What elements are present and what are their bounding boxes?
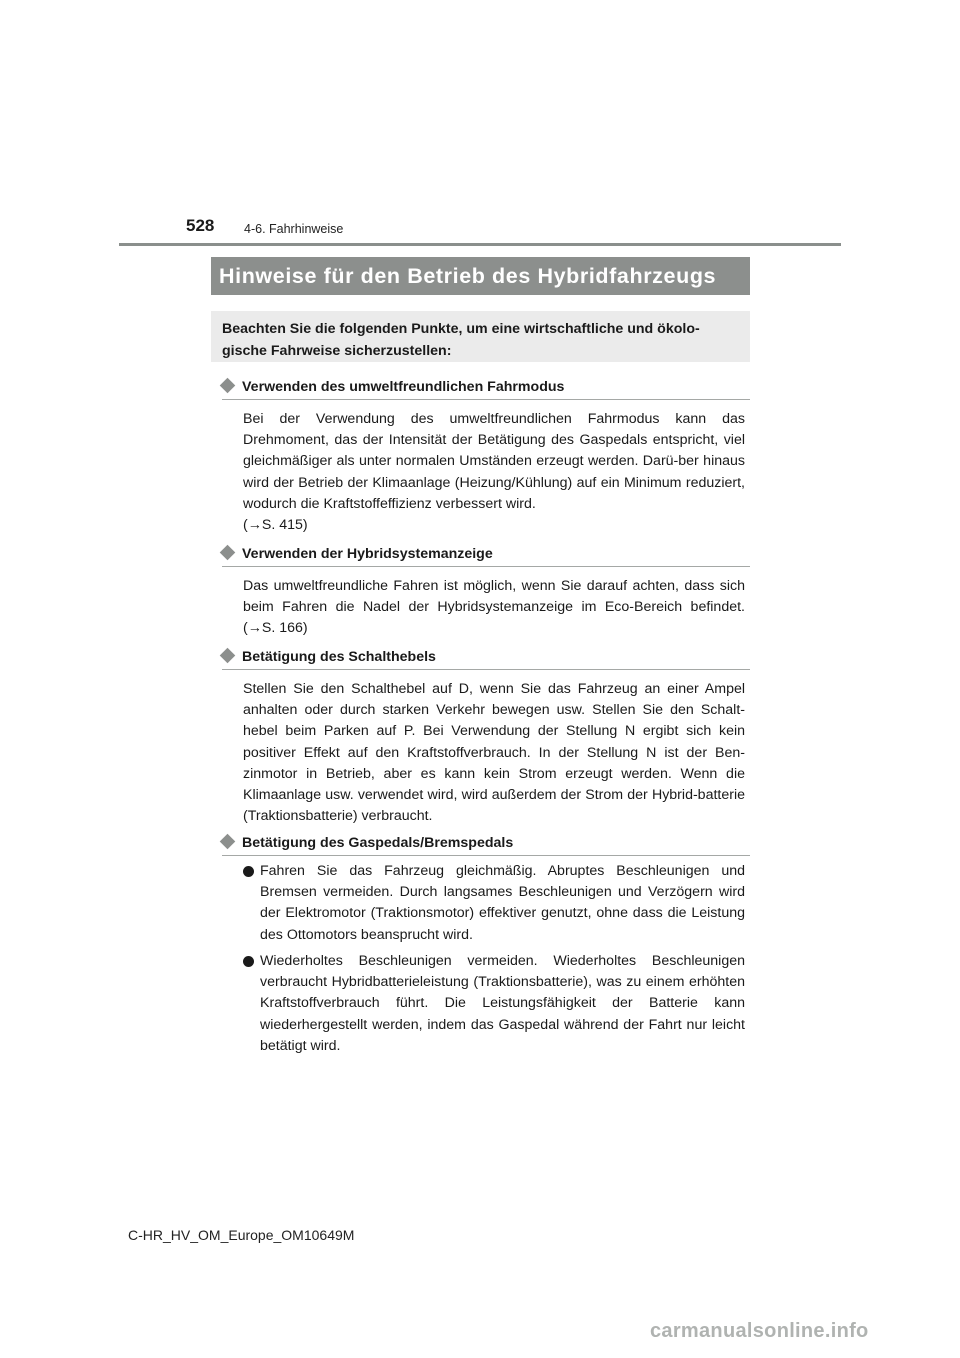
paragraph-text: Bei der Verwendung des umweltfreundlichen Fahrmodus kann das Drehmoment, das der Intensität der Betätigung des Gaspedals entspricht, viel gleichmäßiger als unter normalen Umständen erzeugt werden. Darü-ber hinaus wird der Betrieb der Klimaanlage (Heizung/Kühlung) auf ein Minimum reduziert, wodurch die Kraftstoffeffizienz verbessert wird. [243, 411, 745, 512]
page-reference[interactable]: (→S. 415) [243, 517, 308, 534]
section-label: 4-6. Fahrhinweise [244, 222, 344, 236]
subheading-pedals [222, 835, 750, 856]
subheading-shift-lever [222, 649, 750, 670]
list-item [243, 861, 745, 946]
bullet-icon [243, 956, 254, 967]
list-item-text: Fahren Sie das Fahrzeug gleichmäßig. Abruptes Beschleunigen und Bremsen vermeiden. Durch langsames Beschleunigen und Verzögern wird der Elektromotor (Traktionsmotor) effektiver genutzt, ohne dass die Leistung des Ottomotors beansprucht wird. [260, 863, 745, 943]
diamond-icon [220, 834, 236, 850]
list-item-text: Wiederholtes Beschleunigen vermeiden. Wiederholtes Beschleunigen verbraucht Hybridbatterieleistung (Traktionsbatterie), was zu einem erhöhten Kraftstoffverbrauch führt. Die Leistungsfähigkeit der Batterie kann wiederhergestellt werden, indem das Gaspedal während der Fahrt nur leicht betätigt wird. [260, 953, 745, 1054]
diamond-icon [220, 648, 236, 664]
subheading-text: Betätigung des Gaspedals/Bremspedals [242, 835, 514, 851]
list-item [243, 951, 745, 1057]
subheading-text: Betätigung des Schalthebels [242, 649, 436, 665]
footer-doc-id: C-HR_HV_OM_Europe_OM10649M [128, 1227, 355, 1243]
page-title: Hinweise für den Betrieb des Hybridfahrzeugs [211, 257, 750, 295]
watermark: carmanualsonline.info [650, 1320, 869, 1342]
paragraph-shift-lever: Stellen Sie den Schalthebel auf D, wenn Sie das Fahrzeug an einer Ampel anhalten oder durch starken Verkehr bewegen usw. Stellen Sie den Schalt-hebel beim Parken auf P. Bei Verwendung der Stellung N ergibt sich kein positiver Effekt auf den Kraftstoffverbrauch. In der Stellung N ist der Ben-zinmotor in Betrieb, aber es kann kein Strom erzeugt werden. Wenn die Klimaanlage usw. verwendet wird, wird außerdem der Strom der Hybrid-batterie (Traktionsbatterie) verbraucht. [243, 681, 745, 825]
subheading-eco-mode [222, 379, 750, 400]
intro-line-2: gische Fahrweise sicherzustellen: [222, 343, 452, 359]
header-rule [119, 243, 841, 246]
intro-line-1: Beachten Sie die folgenden Punkte, um eine wirtschaftliche und ökolo- [222, 321, 700, 337]
diamond-icon [220, 378, 236, 394]
subheading-text: Verwenden des umweltfreundlichen Fahrmodus [242, 379, 565, 395]
subheading-hybrid-indicator [222, 546, 750, 567]
diamond-icon [220, 545, 236, 561]
intro-box [211, 311, 750, 362]
page-number: 528 [186, 216, 215, 235]
paragraph-eco-mode [243, 409, 745, 536]
bullet-icon [243, 866, 254, 877]
subheading-text: Verwenden der Hybridsystemanzeige [242, 546, 493, 562]
paragraph-hybrid-indicator: Das umweltfreundliche Fahren ist möglich, wenn Sie darauf achten, dass sich beim Fahren die Nadel der Hybridsystemanzeige im Eco-Bereich befindet. (→S. 166) [243, 578, 745, 637]
